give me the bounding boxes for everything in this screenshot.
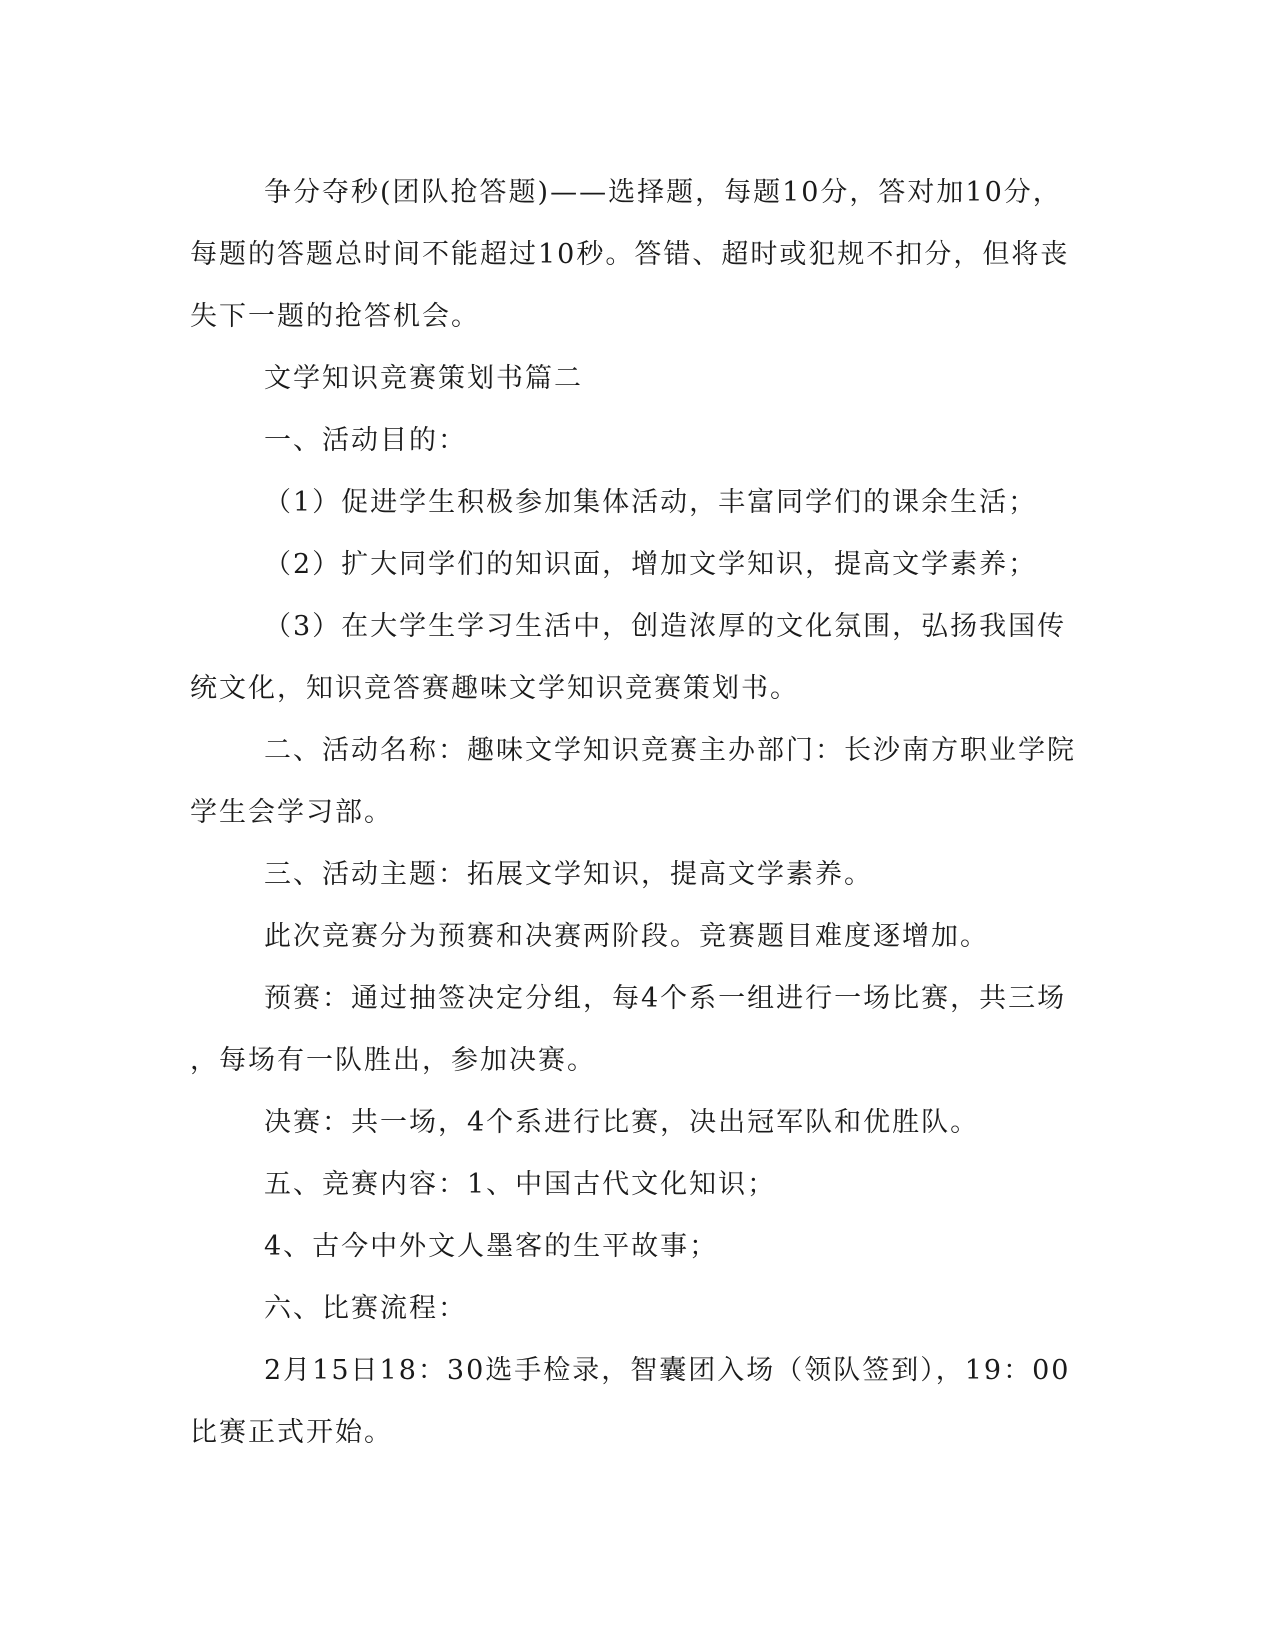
process-schedule-text: 2月15日18：30选手检录，智囊团入场（领队签到），19：00 <box>264 1355 1071 1386</box>
preliminary-round-text: 预赛：通过抽签决定分组，每4个系一组进行一场比赛，共三场 <box>264 983 1067 1014</box>
preliminary-round-continued: ，每场有一队胜出，参加决赛。 <box>190 1045 596 1076</box>
paragraph-line-1: 争分夺秒(团队抢答题)——选择题，每题10分，答对加10分， <box>264 177 1062 208</box>
final-round-text: 决赛：共一场，4个系进行比赛，决出冠军队和优胜队。 <box>264 1107 980 1138</box>
activity-name-continued: 学生会学习部。 <box>190 797 393 828</box>
paragraph-line-2: 每题的答题总时间不能超过10秒。答错、超时或犯规不扣分，但将丧 <box>190 239 1070 270</box>
purpose-item-2: （2）扩大同学们的知识面，增加文学知识，提高文学素养； <box>264 549 1038 580</box>
paragraph-line-3: 失下一题的抢答机会。 <box>190 301 480 332</box>
document-body <box>190 162 1076 1464</box>
heading-activity-theme: 三、活动主题：拓展文学知识，提高文学素养。 <box>264 859 873 890</box>
purpose-item-1: （1）促进学生积极参加集体活动，丰富同学们的课余生活； <box>264 487 1038 518</box>
section-heading-part-two: 文学知识竞赛策划书篇二 <box>264 363 583 394</box>
process-schedule-continued: 比赛正式开始。 <box>190 1417 393 1448</box>
heading-activity-purpose: 一、活动目的： <box>264 425 467 456</box>
competition-stages-text: 此次竞赛分为预赛和决赛两阶段。竞赛题目难度逐增加。 <box>264 921 989 952</box>
purpose-item-3-continued: 统文化，知识竞答赛趣味文学知识竞赛策划书。 <box>190 673 799 704</box>
heading-competition-process: 六、比赛流程： <box>264 1293 467 1324</box>
heading-competition-content: 五、竞赛内容：1、中国古代文化知识； <box>264 1169 777 1200</box>
content-item-4: 4、古今中外文人墨客的生平故事； <box>264 1231 719 1262</box>
purpose-item-3: （3）在大学生学习生活中，创造浓厚的文化氛围，弘扬我国传 <box>264 611 1067 642</box>
heading-activity-name: 二、活动名称：趣味文学知识竞赛主办部门：长沙南方职业学院 <box>264 735 1076 766</box>
